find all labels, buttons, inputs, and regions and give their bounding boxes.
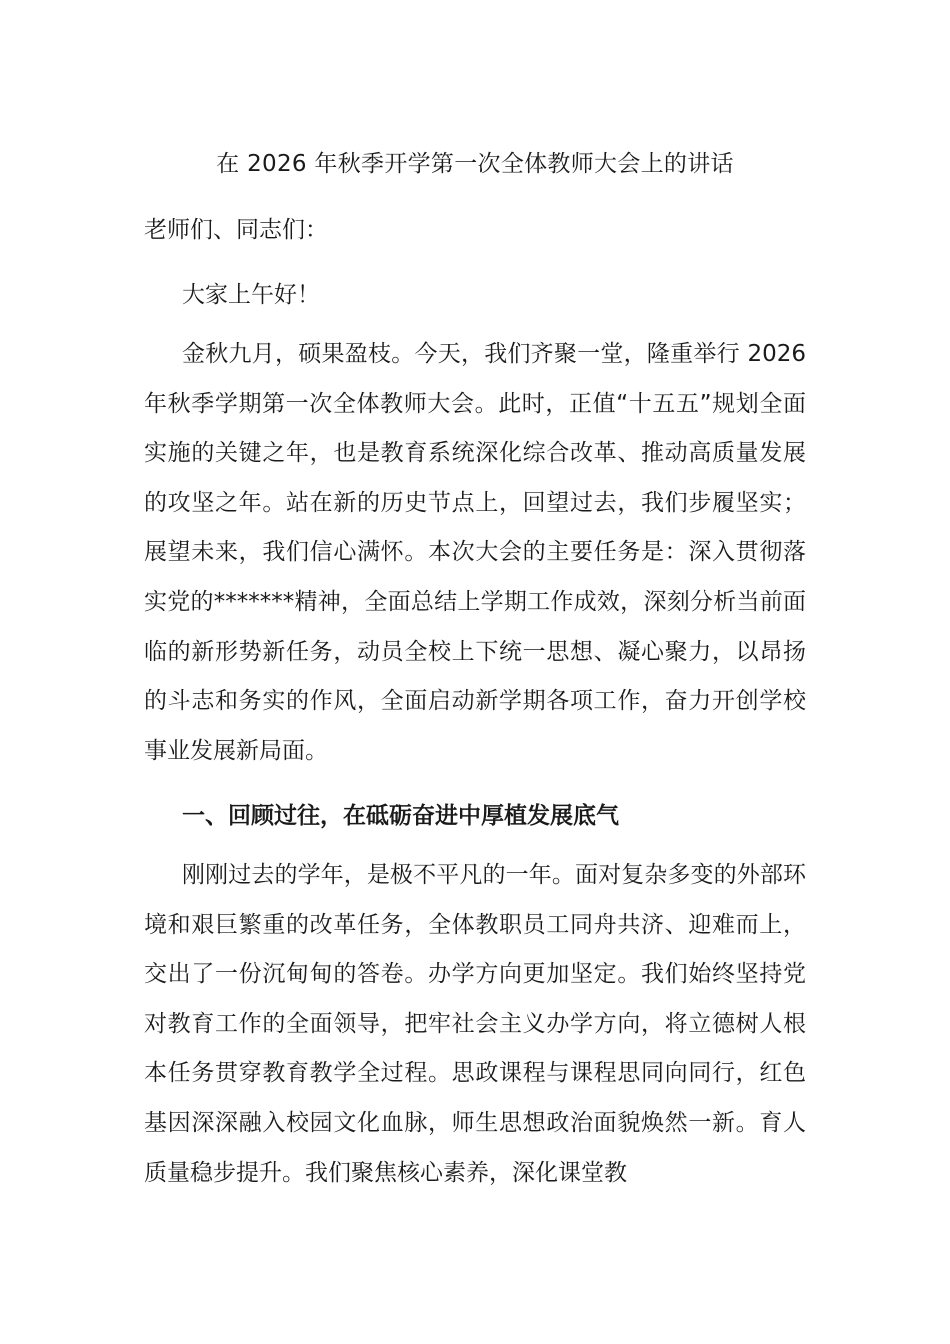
document-title: 在 2026 年秋季开学第一次全体教师大会上的讲话 bbox=[216, 151, 734, 177]
section-heading: 一、回顾过往，在砥砺奋进中厚植发展底气 bbox=[182, 803, 619, 829]
review-paragraph: 刚刚过去的学年，是极不平凡的一年。面对复杂多变的外部环境和艰巨繁重的改革任务，全体教职员工同舟共济、迎难而上，交出了一份沉甸甸的答卷。办学方向更加坚定。我们始终坚持党对教育工作的全面领导，把牢社会主义办学方向，将立德树人根本任务贯穿教育教学全过程。思政课程与课程思同向同行，红色基因深深融入校园文化血脉，师生思想政治面貌焕然一新。育人质量稳步提升。我们聚焦核心素养，深化课堂教 bbox=[144, 862, 806, 1186]
greeting: 大家上午好！ bbox=[182, 282, 320, 308]
opening-paragraph: 金秋九月，硕果盈枝。今天，我们齐聚一堂，隆重举行 2026 年秋季学期第一次全体教师大会。此时，正值“十五五”规划全面实施的关键之年，也是教育系统深化综合改革、推动高质量发展的攻坚之年。站在新的历史节点上，回望过去，我们步履坚实；展望未来，我们信心满怀。本次大会的主要任务是：深入贯彻落实党的*******精神，全面总结上学期工作成效，深刻分析当前面临的新形势新任务，动员全校上下统一思想、凝心聚力，以昂扬的斗志和务实的作风，全面启动新学期各项工作，奋力开创学校事业发展新局面。 bbox=[144, 341, 806, 764]
salutation: 老师们、同志们： bbox=[144, 217, 328, 243]
